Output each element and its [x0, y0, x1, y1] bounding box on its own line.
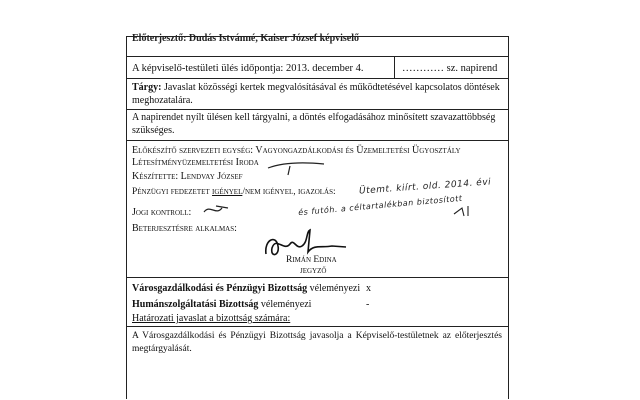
- resolution-heading: Határozati javaslat a bizottság számára:: [132, 313, 291, 324]
- committee-name: Városgazdálkodási és Pénzügyi Bizottság: [132, 283, 308, 294]
- finance-line: [132, 186, 336, 199]
- committee-suffix: véleményezi: [260, 299, 312, 310]
- resolution-text: A Városgazdálkodási és Pénzügyi Bizottság javasolja a Képviselő-testületnek az előterjesztés megtárgyalását.: [132, 331, 502, 354]
- committee-suffix: véleményezi: [309, 283, 361, 294]
- legal-initials: [202, 202, 232, 218]
- procedure-text: A napirendet nyílt ülésen kell tárgyalni, a döntés elfogadásához minősített szavazattöbbség szükséges.: [132, 112, 496, 136]
- signatory-title: jegyző: [300, 266, 327, 276]
- committee-row-2: [132, 298, 311, 311]
- committee-row-1: [132, 282, 360, 295]
- submitter-line: Előterjesztő: Dudás Istvánné, Kaiser József képviselő: [132, 33, 360, 44]
- subject-text: Javaslat közösségi kertek megvalósításával és működtetésével kapcsolatos döntések meghozatalára.: [132, 82, 500, 106]
- divider: [126, 277, 508, 278]
- initials-mark: [266, 160, 326, 176]
- subject-block: [132, 81, 502, 107]
- subject-label: Tárgy:: [132, 82, 162, 93]
- signatory-name: Rimán Edina: [286, 255, 337, 265]
- preparer-value-1: Vagyongazdálkodási és Üzemeltetési Ügyosztály: [255, 145, 461, 156]
- document-page: [126, 33, 508, 399]
- committee-mark: x: [366, 283, 371, 294]
- divider: [394, 56, 395, 78]
- legal-control-label: Jogi kontroll:: [132, 207, 192, 218]
- right-border: [508, 36, 509, 399]
- divider: [126, 140, 508, 141]
- handwritten-initials: [450, 202, 480, 218]
- meeting-date: A képviselő-testületi ülés időpontja: 2013. december 4.: [132, 63, 364, 74]
- finance-needed: igényel: [212, 187, 243, 197]
- divider: [126, 326, 508, 327]
- preparer-value-2: Létesítményüzemeltetési Iroda: [132, 157, 259, 168]
- made-by: [132, 170, 243, 183]
- committee-name: Humánszolgáltatási Bizottság: [132, 299, 259, 310]
- finance-prefix: Pénzügyi fedezetet: [132, 187, 210, 197]
- finance-rest: /nem igényel, igazolás:: [242, 187, 336, 197]
- handwritten-note-1: Ütemt. kiírt. old. 2014. évi: [358, 177, 492, 197]
- cut-off-header-row: [126, 33, 508, 57]
- divider: [126, 109, 508, 110]
- divider: [126, 56, 508, 57]
- preparer-label: Előkészítő szervezeti egység:: [132, 145, 254, 156]
- committee-mark: -: [366, 299, 370, 310]
- made-by-value: Lendvay József: [180, 171, 243, 182]
- made-by-label: Készítette:: [132, 171, 179, 182]
- agenda-number: ………… sz. napirend: [402, 63, 498, 74]
- left-border: [126, 36, 127, 399]
- handwritten-note-2: és futóh. a céltartalékban biztosított: [297, 193, 463, 218]
- divider: [126, 78, 508, 79]
- submit-label: Beterjesztésre alkalmas:: [132, 223, 237, 234]
